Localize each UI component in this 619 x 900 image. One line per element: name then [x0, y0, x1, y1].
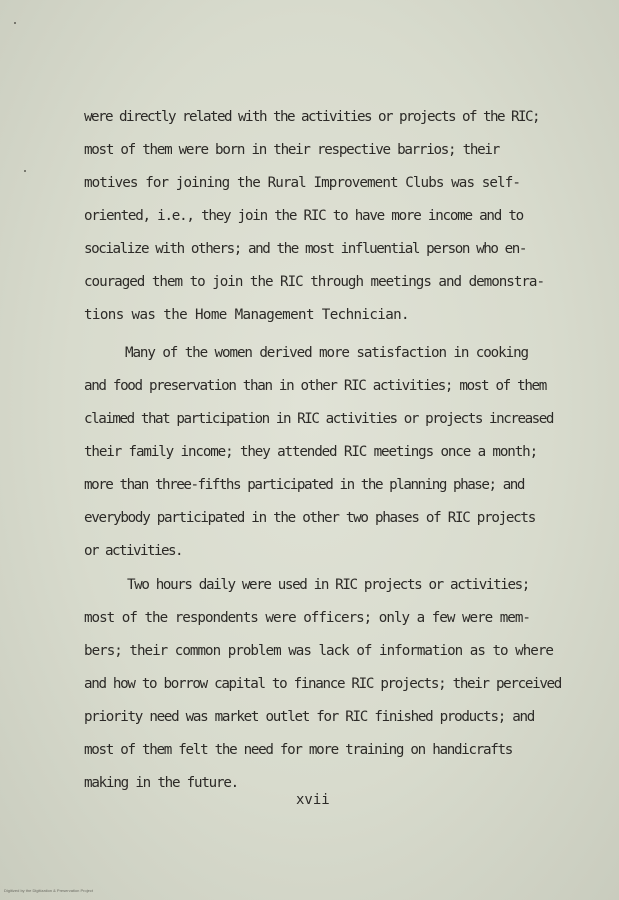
text-line: most of the respondents were officers; only a few were mem- — [84, 610, 530, 626]
text-line: most of them felt the need for more training on handicrafts — [84, 742, 512, 758]
text-line: socialize with others; and the most influential person who en- — [84, 241, 526, 257]
text-line: bers; their common problem was lack of information as to where — [84, 643, 553, 659]
text-line: couraged them to join the RIC through meetings and demonstra- — [84, 274, 544, 290]
speck-mark — [24, 170, 26, 172]
text-line: and food preservation than in other RIC activities; most of them — [84, 378, 546, 394]
text-line: Two hours daily were used in RIC projects or activities; — [127, 577, 529, 593]
footer-note: Digitized by the Digitization & Preservation Project — [4, 888, 93, 893]
text-line: tions was the Home Management Technician. — [84, 307, 409, 323]
text-line: their family income; they attended RIC meetings once a month; — [84, 444, 537, 460]
text-line: everybody participated in the other two phases of RIC projects — [84, 510, 535, 526]
text-line: making in the future. — [84, 775, 238, 791]
text-line: were directly related with the activities or projects of the RIC; — [84, 109, 539, 125]
page-number: xvii — [296, 792, 330, 808]
text-line: or activities. — [84, 543, 182, 559]
text-line: most of them were born in their respective barrios; their — [84, 142, 499, 158]
text-line: oriented, i.e., they join the RIC to have more income and to — [84, 208, 523, 224]
text-line: Many of the women derived more satisfaction in cooking — [125, 345, 528, 361]
text-line: motives for joining the Rural Improvement Clubs was self- — [84, 175, 520, 191]
text-line: priority need was market outlet for RIC finished products; and — [84, 709, 534, 725]
text-line: more than three-fifths participated in the planning phase; and — [84, 477, 524, 493]
text-line: and how to borrow capital to finance RIC projects; their perceived — [84, 676, 561, 692]
text-line: claimed that participation in RIC activities or projects increased — [84, 411, 553, 427]
speck-mark — [14, 22, 16, 24]
